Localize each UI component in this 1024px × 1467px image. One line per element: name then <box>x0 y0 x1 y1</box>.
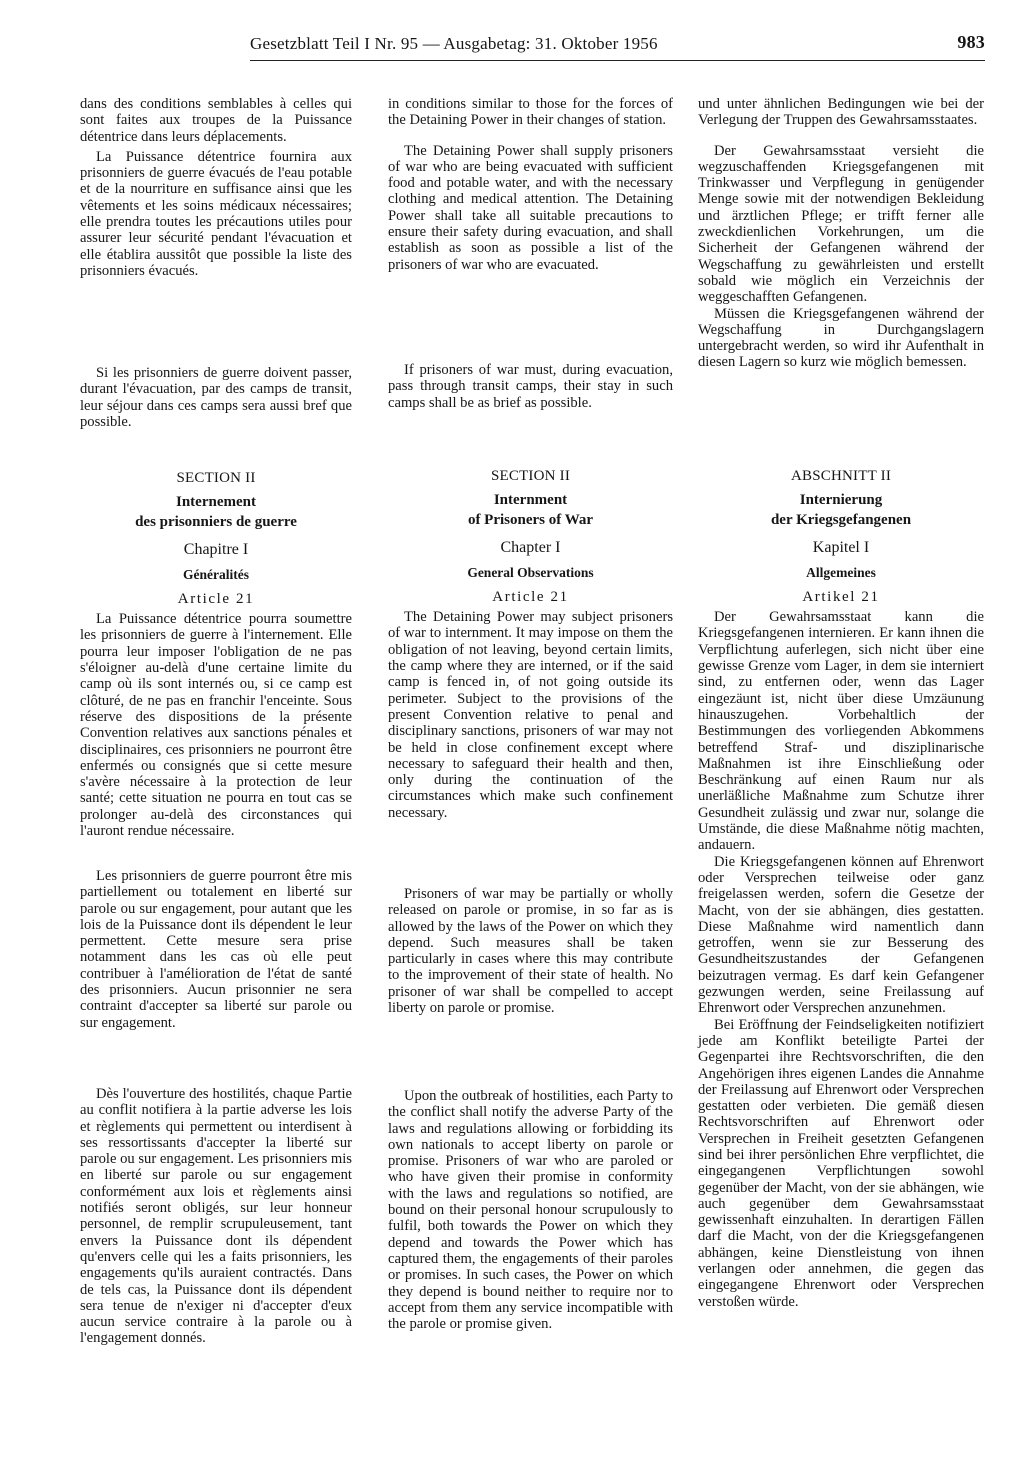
english-transit <box>388 362 673 411</box>
german-column-top <box>698 96 984 371</box>
german-continuation: und unter ähnlichen Bedingungen wie bei der Verlegung der Truppen des Gewahrsamsstaates. <box>698 96 984 129</box>
french-transit <box>80 365 352 430</box>
gazette-title: Gesetzblatt Teil I Nr. 95 — Ausgabetag: 31. Oktober 1956 <box>250 34 658 53</box>
french-art21-p3 <box>80 1086 352 1347</box>
english-section-label: SECTION II <box>490 468 571 484</box>
french-column-body <box>80 470 352 839</box>
french-evacuation-paragraph: La Puissance détentrice fournira aux prisonniers de guerre évacués de l'eau potable et de la nourriture en suffisance ainsi que les vêtements et les soins médicaux nécessaires; elle prendra toutes les précautions utiles pour assurer leur sécurité pendant l'évacuation et elle établira aussitôt que possible la liste des prisonniers évacués. <box>80 148 352 279</box>
page-number: 983 <box>957 32 985 52</box>
page-header <box>250 30 985 60</box>
german-transit-paragraph: Müssen die Kriegsgefangenen während der Wegschaffung in Durchgangslagern untergebracht werden, so wird ihr Aufenthalt in diesen Lagern so kurz wie möglich bemessen. <box>698 305 984 371</box>
french-transit-paragraph: Si les prisonniers de guerre doivent passer, durant l'évacuation, par des camps de transit, leur séjour dans ces camps sera aussi bref que possible. <box>80 365 352 430</box>
english-section-title-1: Internment <box>493 492 568 509</box>
french-column-top <box>80 96 352 279</box>
french-section-title-2: des prisonniers de guerre <box>135 514 297 531</box>
german-section-title-2: der Kriegsgefangenen <box>770 512 912 529</box>
english-section-title-2: of Prisoners of War <box>467 512 594 529</box>
english-chapter-title: General Observations <box>467 564 594 580</box>
english-article21-paragraph-3: Upon the outbreak of hostilities, each Party to the conflict shall notify the adverse Party of the laws and regulations allowing or forbidding its own nationals to accept liberty on parole or promise. Prisoners of war who are paroled or who have given their promise in conformity with the laws and regulations so notified, are bound on their personal honour scrupulously to fulfil, both towards the Power on which they depend and towards the Power which has captured them, the engagements of their paroles or promises. In such cases, the Power on which they depend is bound neither to require nor to accept from them any service incompatible with the parole or promise given. <box>388 1088 673 1333</box>
french-section-title-1: Internement <box>176 494 256 511</box>
german-section-title-1: Internierung <box>799 492 883 509</box>
english-art21-p2 <box>388 886 673 1016</box>
german-article21-paragraph-1: Der Gewahrsamsstaat kann die Kriegsgefangenen internieren. Er kann ihnen die Verpflichtung auferlegen, sich nicht über eine gewisse Grenze vom Lager, in dem sie interniert sind, zu entfernen oder, wenn das Lager eingezäunt ist, nicht über diese Umzäunung hinauszugehen. Vorbehaltlich der Bestimmungen des vorliegenden Abkommens betreffend Straf- und disziplinarische Maßnahmen ist ihre Einschließung oder Beschränkung auf einen Raum nur als unerläßliche Maßnahme zum Schutze ihrer Gesundheit zulässig und zwar nur, solange die Umstände, die diese Maßnahme nötig machten, andauern. <box>698 609 984 854</box>
german-chapter-title: Allgemeines <box>806 564 876 580</box>
english-evacuation-paragraph: The Detaining Power shall supply prisoners of war who are being evacuated with sufficient food and potable water, and with the necessary clothing and medical attention. The Detaining Power shall take all suitable precautions to ensure their safety during evacuation, and shall establish as soon as possible a list of the prisoners of war who are evacuated. <box>388 142 673 273</box>
english-art21-p3 <box>388 1088 673 1332</box>
german-section-label: ABSCHNITT II <box>790 468 892 484</box>
german-chapter-label: Kapitel I <box>812 539 870 557</box>
german-article21-paragraph-2: Die Kriegsgefangenen können auf Ehrenwort oder Versprechen teilweise oder ganz freigelassen werden, sofern die Gesetze der Macht, von der sie abhängen, dies gestatten. Diese Maßnahme wird namentlich dann getroffen, wenn sie zur Besserung des Gesundheitszustandes der Gefangenen beizutragen vermag. Es darf kein Gefangener gezwungen werden, seine Freilassung auf Ehrenwort oder Versprechen anzunehmen. <box>698 853 984 1017</box>
french-article21-paragraph-3: Dès l'ouverture des hostilités, chaque Partie au conflit notifiera à la partie adverse les lois et règlements qui permettent ou interdisent à ses ressortissants d'accepter la liberté sur parole ou sur engagement. Les prisonniers mis en liberté sur parole ou sur engagement conformément aux lois et règlements ainsi notifiés seront obligés, sur leur honneur personnel, de remplir scrupuleusement, tant envers la Puissance dont ils dépendent qu'envers celle qui les a faits prisonniers, les engagements qu'ils auraient contractés. Dans de tels cas, la Puissance dont ils dépendent sera tenue de n'exiger ni d'accepter d'eux aucun service contraire à la parole ou à l'engagement donnés. <box>80 1086 352 1347</box>
german-evacuation-paragraph: Der Gewahrsamsstaat versieht die wegzuschaffenden Kriegsgefangenen mit Trinkwasser und Verpflegung in genügender Menge sowie mit der notwendigen Bekleidung und ärztlichen Pflege; er trifft ferner alle zweckdienlichen Vorkehrungen, um die Sicherheit der Gefangenen während der Wegschaffung zu gewährleisten und erstellt sobald wie möglich ein Verzeichnis der weggeschafften Gefangenen. <box>698 142 984 306</box>
english-chapter-label: Chapter I <box>500 539 561 557</box>
english-article-label: Article 21 <box>492 588 569 605</box>
header-divider <box>250 60 985 61</box>
german-column-body <box>698 468 984 1310</box>
french-article21-paragraph-1: La Puissance détentrice pourra soumettre les prisonniers de guerre à l'internement. Elle pourra leur imposer l'obligation de ne pas s'éloigner au-delà d'une certaine limite du camp où ils sont internés ou, si ce camp est clôturé, de ne pas en franchir l'enceinte. Sous réserve des dispositions de la présente Convention relatives aux sanctions pénales et disciplinaires, ces prisonniers ne pourront être enfermés ou consignés que si cette mesure s'avère nécessaire à la protection de leur santé; cette situation ne pourra en tout cas se prolonger au-delà des circonstances qui l'auront rendue nécessaire. <box>80 611 352 840</box>
french-chapter-label: Chapitre I <box>183 541 249 559</box>
french-continuation: dans des conditions semblables à celles qui sont faites aux troupes de la Puissance détentrice dans leurs déplacements. <box>80 96 352 145</box>
german-article-label: Artikel 21 <box>802 588 880 605</box>
german-article21-paragraph-3: Bei Eröffnung der Feindseligkeiten notifiziert jede am Konflikt beteiligte Partei der Gegenpartei ihre Rechtsvorschriften, die den Angehörigen ihres eigenen Landes die Annahme der Freilassung auf Ehrenwort oder Versprechen gestatten oder verbieten. Die gemäß diesen Rechtsvorschriften auf Ehrenwort oder Versprechen in Freiheit gesetzten Gefangenen sind bei ihrer persönlichen Ehre verpflichtet, die eingegangenen Verpflichtungen sowohl gegenüber der Macht, von der sie abhängen, wie auch gegenüber dem Gewahrsamsstaat gewissenhaft einzuhalten. In derartigen Fällen darf die Macht, von der die Kriegsgefangenen abhängen, keine Dienstleistung von ihnen verlangen oder annehmen, die gegen das eingegangene Ehrenwort oder Versprechen verstoßen würde. <box>698 1016 984 1310</box>
english-article21-paragraph-2: Prisoners of war may be partially or wholly released on parole or promise, in so far as is allowed by the laws of the Power on which they depend. Such measures shall be taken particularly in cases where this may contribute to the improvement of their state of health. No prisoner of war shall be compelled to accept liberty on parole or promise. <box>388 886 673 1017</box>
english-continuation: in conditions similar to those for the forces of the Detaining Power in their changes of station. <box>388 96 673 129</box>
french-chapter-title: Généralités <box>183 566 249 582</box>
french-section-label: SECTION II <box>176 470 256 486</box>
french-art21-p2 <box>80 868 352 1031</box>
english-article21-paragraph-1: The Detaining Power may subject prisoners of war to internment. It may impose on them the obligation of not leaving, beyond certain limits, the camp where they are interned, or if the said camp is fenced in, of not going outside its perimeter. Subject to the provisions of the present Convention relative to penal and disciplinary sanctions, prisoners of war may not be held in close confinement except where necessary to safeguard their health and then, only during the continuation of the circumstances which make such confinement necessary. <box>388 609 673 821</box>
english-column-body <box>388 468 673 821</box>
french-article21-paragraph-2: Les prisonniers de guerre pourront être mis partiellement ou totalement en liberté sur parole ou sur engagement, pour autant que les lois de la Puissance dont ils dépendent le leur permettent. Cette mesure sera prise notamment dans les cas où elle peut contribuer à l'amélioration de l'état de santé des prisonniers. Aucun prisonnier ne sera contraint d'accepter sa liberté sur parole ou sur engagement. <box>80 868 352 1031</box>
english-column-top <box>388 96 673 273</box>
french-article-label: Article 21 <box>177 590 255 607</box>
english-transit-paragraph: If prisoners of war must, during evacuation, pass through transit camps, their stay in such camps shall be as brief as possible. <box>388 362 673 411</box>
